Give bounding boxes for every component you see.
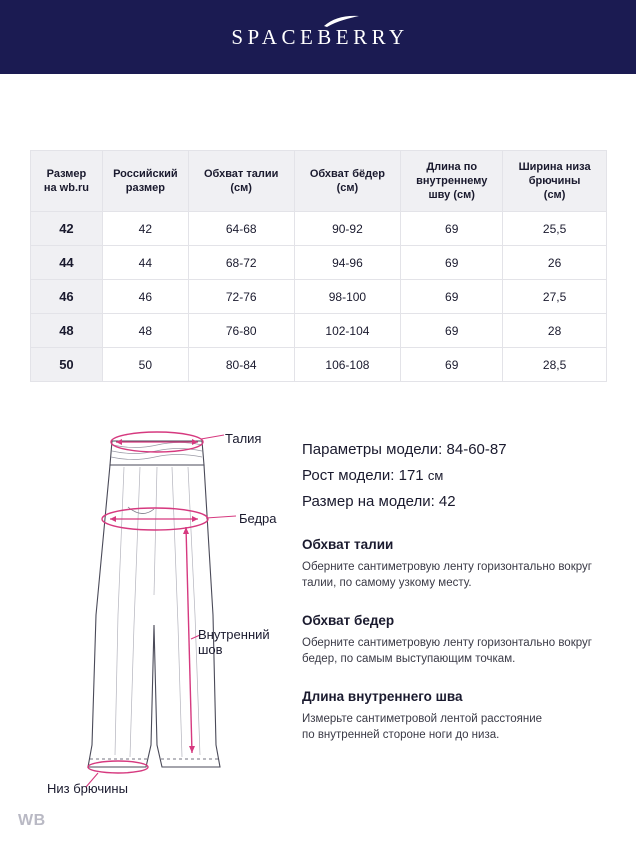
size-table (30, 150, 607, 382)
cell-ru-size: 48 (102, 314, 188, 348)
model-info-column (302, 437, 612, 743)
cell-inseam: 69 (401, 212, 503, 246)
table-row (31, 212, 607, 246)
header-line: (см) (336, 182, 359, 194)
header-line: Российский (113, 168, 178, 180)
swoosh-icon (323, 14, 361, 28)
header-line: брючины (528, 175, 581, 187)
cell-waist: 68-72 (188, 246, 294, 280)
cell-hem-width: 25,5 (503, 212, 607, 246)
header-line: Размер (46, 168, 87, 180)
column-header-hem-width (503, 151, 607, 212)
column-header-waist (188, 151, 294, 212)
cell-inseam: 69 (401, 246, 503, 280)
header-line: (см) (230, 182, 252, 194)
cell-hips: 106-108 (294, 348, 401, 382)
cell-inseam: 69 (401, 280, 503, 314)
instruction-hips-title: Обхват бедер (302, 613, 395, 628)
trousers-diagram (20, 415, 295, 805)
cell-hips: 90-92 (294, 212, 401, 246)
header-line: на wb.ru (43, 182, 90, 194)
cell-hem-width: 27,5 (503, 280, 607, 314)
cell-waist: 64-68 (188, 212, 294, 246)
instruction-line: талии, по самому узкому месту. (302, 577, 472, 589)
cell-waist: 72-76 (188, 280, 294, 314)
model-height-unit: см (427, 468, 444, 483)
instruction-hips-text (302, 635, 612, 667)
column-header-hips (294, 151, 401, 212)
header-line: Обхват талии (204, 168, 279, 180)
header-line: шву (см) (428, 189, 475, 201)
cell-wb-size: 48 (31, 314, 103, 348)
label-inseam-line2: шов (198, 642, 223, 657)
cell-hem-width: 26 (503, 246, 607, 280)
header-line: Ширина низа (518, 161, 591, 173)
model-height (302, 463, 612, 489)
model-params: Параметры модели: 84-60-87 (302, 441, 507, 458)
label-inseam-line1: Внутренний (198, 627, 270, 642)
instruction-line: по внутренней стороне ноги до низа. (302, 729, 500, 741)
instruction-line: бедер, по самым выступающим точкам. (302, 653, 516, 665)
table-row (31, 246, 607, 280)
label-inseam (198, 627, 270, 657)
instruction-line: Оберните сантиметровую ленту горизонтально вокруг (302, 561, 592, 573)
cell-hips: 102-104 (294, 314, 401, 348)
cell-ru-size: 50 (102, 348, 188, 382)
table-row (31, 314, 607, 348)
brand-name: SPACEBERRY (231, 24, 409, 49)
header-line: (см) (543, 189, 566, 201)
column-header-inseam (401, 151, 503, 212)
header-line: Длина по (426, 161, 478, 173)
cell-waist: 76-80 (188, 314, 294, 348)
header-line: внутреннему (416, 175, 488, 187)
cell-wb-size: 50 (31, 348, 103, 382)
instruction-hips (302, 613, 612, 667)
model-size: Размер на модели: 42 (302, 493, 456, 510)
brand-logo (227, 25, 408, 50)
cell-hem-width: 28 (503, 314, 607, 348)
model-height-text: Рост модели: 171 (302, 467, 424, 484)
instruction-waist-title: Обхват талии (302, 537, 394, 552)
table-row (31, 280, 607, 314)
instruction-inseam-title: Длина внутреннего шва (302, 689, 463, 704)
label-hips: Бедра (239, 511, 277, 526)
cell-inseam: 69 (401, 348, 503, 382)
cell-ru-size: 44 (102, 246, 188, 280)
page-header (0, 0, 636, 74)
cell-ru-size: 42 (102, 212, 188, 246)
cell-hips: 94-96 (294, 246, 401, 280)
cell-wb-size: 46 (31, 280, 103, 314)
table-row (31, 348, 607, 382)
trousers-illustration-icon (20, 415, 295, 805)
instruction-inseam (302, 689, 612, 743)
cell-hips: 98-100 (294, 280, 401, 314)
instruction-line: Оберните сантиметровую ленту горизонтально вокруг (302, 637, 592, 649)
cell-waist: 80-84 (188, 348, 294, 382)
cell-wb-size: 42 (31, 212, 103, 246)
cell-hem-width: 28,5 (503, 348, 607, 382)
cell-wb-size: 44 (31, 246, 103, 280)
column-header-ru-size (102, 151, 188, 212)
header-line: размер (125, 182, 165, 194)
size-table-container (30, 150, 607, 382)
cell-ru-size: 46 (102, 280, 188, 314)
label-waist: Талия (225, 431, 262, 446)
table-header-row (31, 151, 607, 212)
column-header-wb-size (31, 151, 103, 212)
instruction-waist-text (302, 559, 612, 591)
instruction-line: Измерьте сантиметровой лентой расстояние (302, 713, 543, 725)
label-hem: Низ брючины (47, 781, 128, 796)
watermark: WB (18, 812, 46, 829)
instruction-waist (302, 537, 612, 591)
cell-inseam: 69 (401, 314, 503, 348)
instruction-inseam-text (302, 711, 612, 743)
header-line: Обхват бёдер (309, 168, 385, 180)
